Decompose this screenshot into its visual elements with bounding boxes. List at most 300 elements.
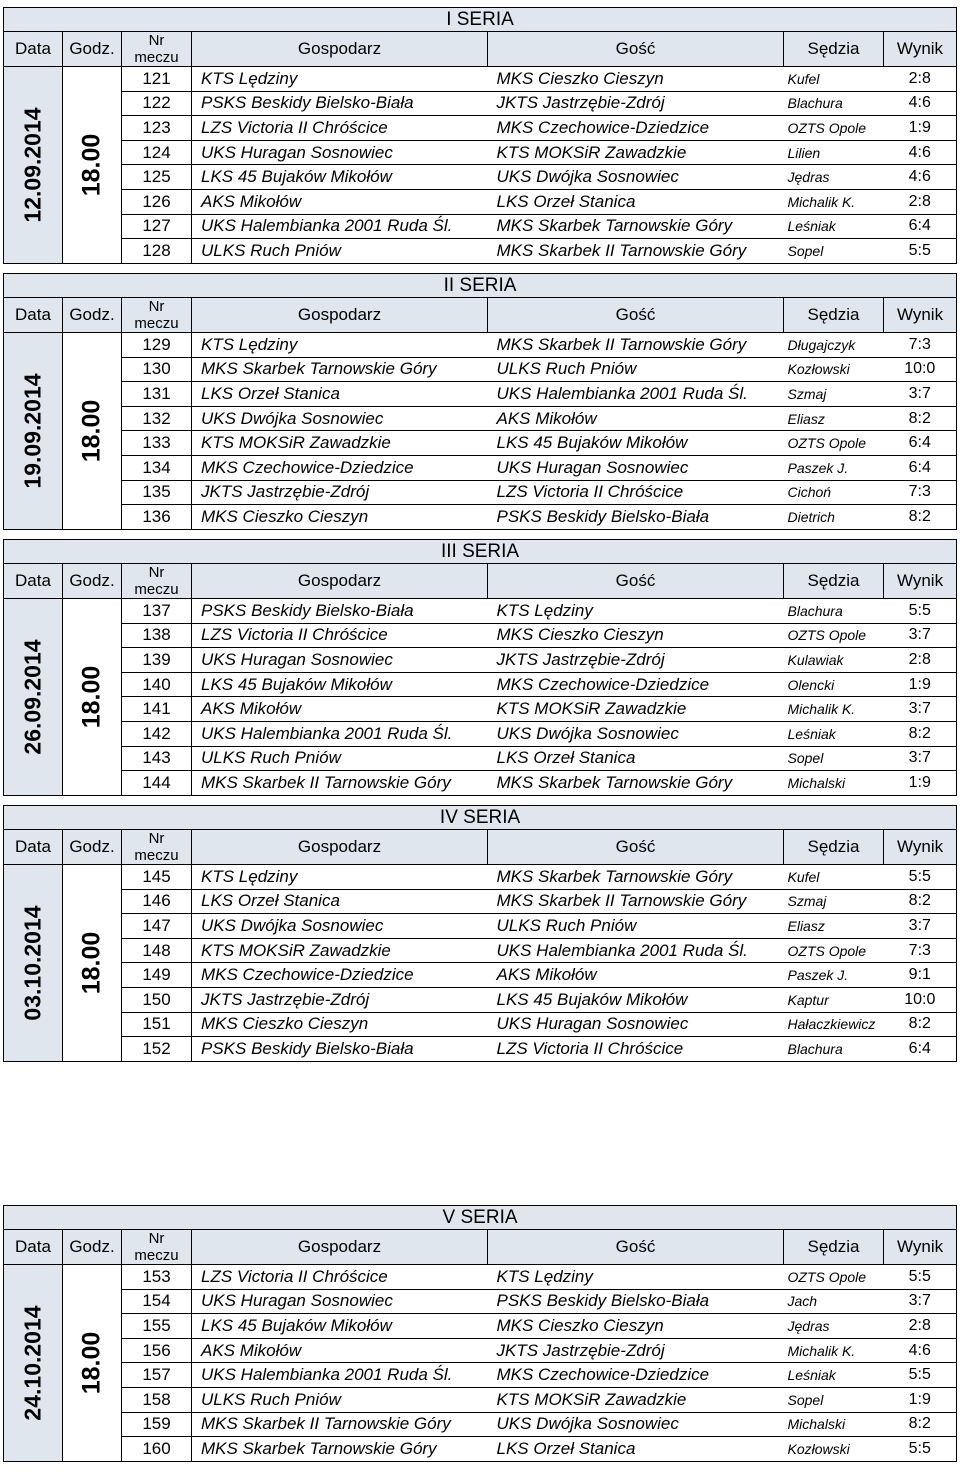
match-row xyxy=(4,214,957,239)
away-team: MKS Skarbek Tarnowskie Góry xyxy=(488,771,784,796)
match-row xyxy=(4,599,957,624)
home-team: KTS Lędziny xyxy=(192,865,488,890)
match-result: 3:7 xyxy=(884,1289,957,1314)
match-time-cell xyxy=(63,1265,122,1462)
home-team: LKS Orzeł Stanica xyxy=(192,382,488,407)
match-number: 125 xyxy=(122,165,192,190)
away-team: LKS Orzeł Stanica xyxy=(488,189,784,214)
time-header: Godz. xyxy=(63,830,122,865)
match-date: 12.09.2014 xyxy=(19,107,46,223)
referee-name: Leśniak xyxy=(784,214,884,239)
home-team: LKS 45 Bujaków Mikołów xyxy=(192,1314,488,1339)
series-title: IV SERIA xyxy=(4,806,957,830)
match-number: 130 xyxy=(122,357,192,382)
match-number: 144 xyxy=(122,771,192,796)
referee-name: OZTS Opole xyxy=(784,116,884,141)
match-number: 137 xyxy=(122,599,192,624)
match-result: 8:2 xyxy=(884,1412,957,1437)
home-team: ULKS Ruch Pniów xyxy=(192,1387,488,1412)
match-number-header xyxy=(122,564,192,599)
match-result: 1:9 xyxy=(884,672,957,697)
match-row xyxy=(4,505,957,530)
match-result: 5:5 xyxy=(884,865,957,890)
match-number-header-line2: meczu xyxy=(134,1247,179,1264)
referee-name: Michalik K. xyxy=(784,1338,884,1363)
match-row xyxy=(4,1338,957,1363)
away-team: AKS Mikołów xyxy=(488,963,784,988)
match-result: 9:1 xyxy=(884,963,957,988)
match-number: 136 xyxy=(122,505,192,530)
match-number: 153 xyxy=(122,1265,192,1290)
referee-name: Kulawiak xyxy=(784,648,884,673)
referee-header: Sędzia xyxy=(784,830,884,865)
away-team: MKS Czechowice-Dziedzice xyxy=(488,1363,784,1388)
home-header: Gospodarz xyxy=(192,1230,488,1265)
home-team: AKS Mikołów xyxy=(192,189,488,214)
match-result: 6:4 xyxy=(884,431,957,456)
away-team: KTS MOKSiR Zawadzkie xyxy=(488,697,784,722)
match-result: 3:7 xyxy=(884,746,957,771)
match-number-header xyxy=(122,830,192,865)
match-result: 2:8 xyxy=(884,67,957,92)
home-team: UKS Halembianka 2001 Ruda Śl. xyxy=(192,214,488,239)
match-number: 158 xyxy=(122,1387,192,1412)
match-result: 3:7 xyxy=(884,382,957,407)
match-number: 156 xyxy=(122,1338,192,1363)
match-number-header-line1: Nr xyxy=(148,1230,165,1247)
match-number-header-line2: meczu xyxy=(134,581,179,598)
away-team: MKS Skarbek Tarnowskie Góry xyxy=(488,865,784,890)
away-team: JKTS Jastrzębie-Zdrój xyxy=(488,91,784,116)
referee-name: Michalski xyxy=(784,771,884,796)
referee-name: Leśniak xyxy=(784,721,884,746)
match-number: 142 xyxy=(122,721,192,746)
match-row xyxy=(4,116,957,141)
match-row xyxy=(4,1289,957,1314)
match-row xyxy=(4,382,957,407)
away-team: KTS Lędziny xyxy=(488,1265,784,1290)
match-number: 145 xyxy=(122,865,192,890)
home-team: PSKS Beskidy Bielsko-Biała xyxy=(192,1037,488,1062)
series-table xyxy=(3,539,957,796)
time-header: Godz. xyxy=(63,564,122,599)
match-result: 8:2 xyxy=(884,1012,957,1037)
time-header: Godz. xyxy=(63,32,122,67)
match-row xyxy=(4,239,957,264)
match-result: 5:5 xyxy=(884,1363,957,1388)
referee-name: Jach xyxy=(784,1289,884,1314)
away-team: MKS Skarbek II Tarnowskie Góry xyxy=(488,333,784,358)
match-number: 154 xyxy=(122,1289,192,1314)
referee-name: Dietrich xyxy=(784,505,884,530)
referee-name: Eliasz xyxy=(784,914,884,939)
match-number-header xyxy=(122,32,192,67)
series-block xyxy=(3,273,956,530)
match-time: 18.00 xyxy=(77,133,106,197)
series-title: I SERIA xyxy=(4,8,957,32)
home-team: UKS Huragan Sosnowiec xyxy=(192,140,488,165)
time-header: Godz. xyxy=(63,298,122,333)
match-row xyxy=(4,165,957,190)
away-team: UKS Huragan Sosnowiec xyxy=(488,1012,784,1037)
away-team: UKS Dwójka Sosnowiec xyxy=(488,721,784,746)
away-team: AKS Mikołów xyxy=(488,406,784,431)
match-number-header-line1: Nr xyxy=(148,830,165,847)
match-number-header xyxy=(122,298,192,333)
away-team: MKS Cieszko Cieszyn xyxy=(488,1314,784,1339)
match-result: 1:9 xyxy=(884,1387,957,1412)
away-team: KTS MOKSiR Zawadzkie xyxy=(488,1387,784,1412)
home-team: LZS Victoria II Chróścice xyxy=(192,623,488,648)
away-team: JKTS Jastrzębie-Zdrój xyxy=(488,1338,784,1363)
series-title: III SERIA xyxy=(4,540,957,564)
match-time: 18.00 xyxy=(77,931,106,995)
home-team: MKS Czechowice-Dziedzice xyxy=(192,963,488,988)
away-team: MKS Czechowice-Dziedzice xyxy=(488,672,784,697)
match-result: 4:6 xyxy=(884,140,957,165)
date-header: Data xyxy=(4,564,63,599)
match-number: 124 xyxy=(122,140,192,165)
match-row xyxy=(4,1387,957,1412)
away-team: LZS Victoria II Chróścice xyxy=(488,1037,784,1062)
referee-header: Sędzia xyxy=(784,1230,884,1265)
match-number: 147 xyxy=(122,914,192,939)
away-team: LKS Orzeł Stanica xyxy=(488,1437,784,1462)
away-team: LKS Orzeł Stanica xyxy=(488,746,784,771)
match-row xyxy=(4,721,957,746)
away-team: PSKS Beskidy Bielsko-Biała xyxy=(488,1289,784,1314)
match-number: 155 xyxy=(122,1314,192,1339)
match-row xyxy=(4,914,957,939)
match-row xyxy=(4,1412,957,1437)
referee-name: Blachura xyxy=(784,599,884,624)
referee-name: Lilien xyxy=(784,140,884,165)
match-row xyxy=(4,1363,957,1388)
referee-name: OZTS Opole xyxy=(784,431,884,456)
home-team: UKS Huragan Sosnowiec xyxy=(192,1289,488,1314)
referee-name: Kaptur xyxy=(784,987,884,1012)
home-team: MKS Skarbek Tarnowskie Góry xyxy=(192,1437,488,1462)
referee-name: Blachura xyxy=(784,1037,884,1062)
match-result: 4:6 xyxy=(884,91,957,116)
home-team: JKTS Jastrzębie-Zdrój xyxy=(192,480,488,505)
match-row xyxy=(4,1437,957,1462)
referee-name: Jędras xyxy=(784,1314,884,1339)
away-team: KTS Lędziny xyxy=(488,599,784,624)
referee-header: Sędzia xyxy=(784,564,884,599)
match-row xyxy=(4,91,957,116)
referee-name: Długajczyk xyxy=(784,333,884,358)
home-team: ULKS Ruch Pniów xyxy=(192,239,488,264)
match-number: 134 xyxy=(122,455,192,480)
referee-name: Michalik K. xyxy=(784,697,884,722)
home-team: MKS Skarbek II Tarnowskie Góry xyxy=(192,1412,488,1437)
match-row xyxy=(4,140,957,165)
match-row xyxy=(4,938,957,963)
series-table xyxy=(3,1205,957,1462)
home-header: Gospodarz xyxy=(192,830,488,865)
home-team: PSKS Beskidy Bielsko-Biała xyxy=(192,599,488,624)
match-result: 2:8 xyxy=(884,1314,957,1339)
match-row xyxy=(4,697,957,722)
match-result: 8:2 xyxy=(884,406,957,431)
match-result: 7:3 xyxy=(884,938,957,963)
match-result: 8:2 xyxy=(884,889,957,914)
match-row xyxy=(4,623,957,648)
match-result: 1:9 xyxy=(884,771,957,796)
referee-name: Sopel xyxy=(784,1387,884,1412)
referee-header: Sędzia xyxy=(784,32,884,67)
home-team: PSKS Beskidy Bielsko-Biała xyxy=(192,91,488,116)
home-header: Gospodarz xyxy=(192,32,488,67)
match-number-header-line1: Nr xyxy=(148,564,165,581)
home-team: LKS 45 Bujaków Mikołów xyxy=(192,165,488,190)
date-header: Data xyxy=(4,1230,63,1265)
match-row xyxy=(4,672,957,697)
away-team: MKS Czechowice-Dziedzice xyxy=(488,116,784,141)
match-date: 24.10.2014 xyxy=(19,1305,46,1421)
match-number: 150 xyxy=(122,987,192,1012)
match-date: 19.09.2014 xyxy=(19,373,46,489)
match-date: 03.10.2014 xyxy=(19,905,46,1021)
away-team: MKS Skarbek Tarnowskie Góry xyxy=(488,214,784,239)
away-header: Gość xyxy=(488,32,784,67)
home-team: UKS Halembianka 2001 Ruda Śl. xyxy=(192,721,488,746)
away-team: UKS Dwójka Sosnowiec xyxy=(488,1412,784,1437)
series-table xyxy=(3,805,957,1062)
result-header: Wynik xyxy=(884,564,957,599)
series-block xyxy=(3,7,956,264)
match-result: 10:0 xyxy=(884,987,957,1012)
referee-name: Kozłowski xyxy=(784,1437,884,1462)
match-number: 128 xyxy=(122,239,192,264)
series-block xyxy=(3,805,956,1062)
match-row xyxy=(4,865,957,890)
home-team: JKTS Jastrzębie-Zdrój xyxy=(192,987,488,1012)
match-result: 5:5 xyxy=(884,1437,957,1462)
match-number: 143 xyxy=(122,746,192,771)
referee-name: Leśniak xyxy=(784,1363,884,1388)
match-result: 4:6 xyxy=(884,165,957,190)
match-result: 6:4 xyxy=(884,455,957,480)
match-number: 157 xyxy=(122,1363,192,1388)
home-team: LKS 45 Bujaków Mikołów xyxy=(192,672,488,697)
referee-name: Kufel xyxy=(784,865,884,890)
away-header: Gość xyxy=(488,1230,784,1265)
referee-name: Paszek J. xyxy=(784,963,884,988)
match-result: 6:4 xyxy=(884,214,957,239)
match-row xyxy=(4,431,957,456)
home-team: LZS Victoria II Chróścice xyxy=(192,116,488,141)
referee-name: OZTS Opole xyxy=(784,938,884,963)
match-number: 123 xyxy=(122,116,192,141)
away-team: UKS Halembianka 2001 Ruda Śl. xyxy=(488,938,784,963)
home-team: UKS Dwójka Sosnowiec xyxy=(192,914,488,939)
match-number: 126 xyxy=(122,189,192,214)
home-team: UKS Halembianka 2001 Ruda Śl. xyxy=(192,1363,488,1388)
match-row xyxy=(4,1037,957,1062)
date-header: Data xyxy=(4,32,63,67)
match-time-cell xyxy=(63,67,122,264)
match-result: 5:5 xyxy=(884,599,957,624)
referee-name: Michalski xyxy=(784,1412,884,1437)
match-number: 138 xyxy=(122,623,192,648)
match-row xyxy=(4,771,957,796)
match-number-header-line2: meczu xyxy=(134,847,179,864)
home-team: MKS Cieszko Cieszyn xyxy=(192,505,488,530)
match-number-header xyxy=(122,1230,192,1265)
match-time: 18.00 xyxy=(77,665,106,729)
match-row xyxy=(4,1012,957,1037)
match-number: 140 xyxy=(122,672,192,697)
home-team: KTS Lędziny xyxy=(192,333,488,358)
referee-name: Olencki xyxy=(784,672,884,697)
date-header: Data xyxy=(4,830,63,865)
time-header: Godz. xyxy=(63,1230,122,1265)
home-team: MKS Cieszko Cieszyn xyxy=(192,1012,488,1037)
away-team: ULKS Ruch Pniów xyxy=(488,914,784,939)
referee-name: Kufel xyxy=(784,67,884,92)
away-team: UKS Dwójka Sosnowiec xyxy=(488,165,784,190)
match-time-cell xyxy=(63,599,122,796)
match-number: 139 xyxy=(122,648,192,673)
match-number: 146 xyxy=(122,889,192,914)
away-header: Gość xyxy=(488,830,784,865)
home-team: KTS MOKSiR Zawadzkie xyxy=(192,938,488,963)
referee-name: Szmaj xyxy=(784,382,884,407)
result-header: Wynik xyxy=(884,830,957,865)
home-team: UKS Dwójka Sosnowiec xyxy=(192,406,488,431)
away-team: MKS Skarbek II Tarnowskie Góry xyxy=(488,889,784,914)
home-header: Gospodarz xyxy=(192,564,488,599)
match-date: 26.09.2014 xyxy=(19,639,46,755)
match-result: 5:5 xyxy=(884,239,957,264)
match-number: 132 xyxy=(122,406,192,431)
referee-name: Jędras xyxy=(784,165,884,190)
away-team: UKS Halembianka 2001 Ruda Śl. xyxy=(488,382,784,407)
referee-name: Szmaj xyxy=(784,889,884,914)
date-header: Data xyxy=(4,298,63,333)
series-title: V SERIA xyxy=(4,1206,957,1230)
away-team: MKS Cieszko Cieszyn xyxy=(488,67,784,92)
away-header: Gość xyxy=(488,298,784,333)
referee-name: Eliasz xyxy=(784,406,884,431)
home-team: KTS MOKSiR Zawadzkie xyxy=(192,431,488,456)
home-team: MKS Skarbek II Tarnowskie Góry xyxy=(192,771,488,796)
match-number: 160 xyxy=(122,1437,192,1462)
match-date-cell xyxy=(4,599,63,796)
match-number: 152 xyxy=(122,1037,192,1062)
match-date-cell xyxy=(4,865,63,1062)
match-number: 135 xyxy=(122,480,192,505)
match-result: 5:5 xyxy=(884,1265,957,1290)
match-row xyxy=(4,333,957,358)
match-number: 121 xyxy=(122,67,192,92)
match-row xyxy=(4,189,957,214)
away-team: LKS 45 Bujaków Mikołów xyxy=(488,431,784,456)
away-team: KTS MOKSiR Zawadzkie xyxy=(488,140,784,165)
away-team: LKS 45 Bujaków Mikołów xyxy=(488,987,784,1012)
match-number: 129 xyxy=(122,333,192,358)
match-number: 133 xyxy=(122,431,192,456)
away-header: Gość xyxy=(488,564,784,599)
match-number: 151 xyxy=(122,1012,192,1037)
referee-name: Sopel xyxy=(784,239,884,264)
referee-name: Paszek J. xyxy=(784,455,884,480)
referee-name: Cichoń xyxy=(784,480,884,505)
referee-name: Kozłowski xyxy=(784,357,884,382)
series-block xyxy=(3,1205,956,1462)
away-team: ULKS Ruch Pniów xyxy=(488,357,784,382)
home-team: KTS Lędziny xyxy=(192,67,488,92)
home-team: MKS Czechowice-Dziedzice xyxy=(192,455,488,480)
away-team: PSKS Beskidy Bielsko-Biała xyxy=(488,505,784,530)
match-row xyxy=(4,67,957,92)
referee-name: Blachura xyxy=(784,91,884,116)
home-team: AKS Mikołów xyxy=(192,697,488,722)
match-row xyxy=(4,987,957,1012)
home-team: ULKS Ruch Pniów xyxy=(192,746,488,771)
referee-name: OZTS Opole xyxy=(784,623,884,648)
match-time: 18.00 xyxy=(77,399,106,463)
match-result: 7:3 xyxy=(884,333,957,358)
match-time-cell xyxy=(63,865,122,1062)
match-number-header-line1: Nr xyxy=(148,32,165,49)
result-header: Wynik xyxy=(884,298,957,333)
match-time: 18.00 xyxy=(77,1331,106,1395)
match-number: 122 xyxy=(122,91,192,116)
away-team: MKS Cieszko Cieszyn xyxy=(488,623,784,648)
referee-header: Sędzia xyxy=(784,298,884,333)
away-team: MKS Skarbek II Tarnowskie Góry xyxy=(488,239,784,264)
series-table xyxy=(3,7,957,264)
match-result: 3:7 xyxy=(884,914,957,939)
referee-name: OZTS Opole xyxy=(784,1265,884,1290)
match-result: 3:7 xyxy=(884,623,957,648)
match-number: 127 xyxy=(122,214,192,239)
match-row xyxy=(4,455,957,480)
match-result: 3:7 xyxy=(884,697,957,722)
home-team: MKS Skarbek Tarnowskie Góry xyxy=(192,357,488,382)
match-number: 149 xyxy=(122,963,192,988)
match-result: 10:0 xyxy=(884,357,957,382)
home-team: UKS Huragan Sosnowiec xyxy=(192,648,488,673)
away-team: LZS Victoria II Chróścice xyxy=(488,480,784,505)
match-result: 1:9 xyxy=(884,116,957,141)
match-row xyxy=(4,1314,957,1339)
match-time-cell xyxy=(63,333,122,530)
match-number-header-line2: meczu xyxy=(134,315,179,332)
match-number-header-line1: Nr xyxy=(148,298,165,315)
home-team: AKS Mikołów xyxy=(192,1338,488,1363)
match-row xyxy=(4,357,957,382)
home-team: LKS Orzeł Stanica xyxy=(192,889,488,914)
match-number: 131 xyxy=(122,382,192,407)
match-number: 141 xyxy=(122,697,192,722)
match-number: 148 xyxy=(122,938,192,963)
referee-name: Michalik K. xyxy=(784,189,884,214)
home-team: LZS Victoria II Chróścice xyxy=(192,1265,488,1290)
match-number: 159 xyxy=(122,1412,192,1437)
match-number-header-line2: meczu xyxy=(134,49,179,66)
match-date-cell xyxy=(4,1265,63,1462)
match-row xyxy=(4,406,957,431)
match-result: 7:3 xyxy=(884,480,957,505)
match-result: 2:8 xyxy=(884,189,957,214)
away-team: JKTS Jastrzębie-Zdrój xyxy=(488,648,784,673)
series-table xyxy=(3,273,957,530)
result-header: Wynik xyxy=(884,32,957,67)
